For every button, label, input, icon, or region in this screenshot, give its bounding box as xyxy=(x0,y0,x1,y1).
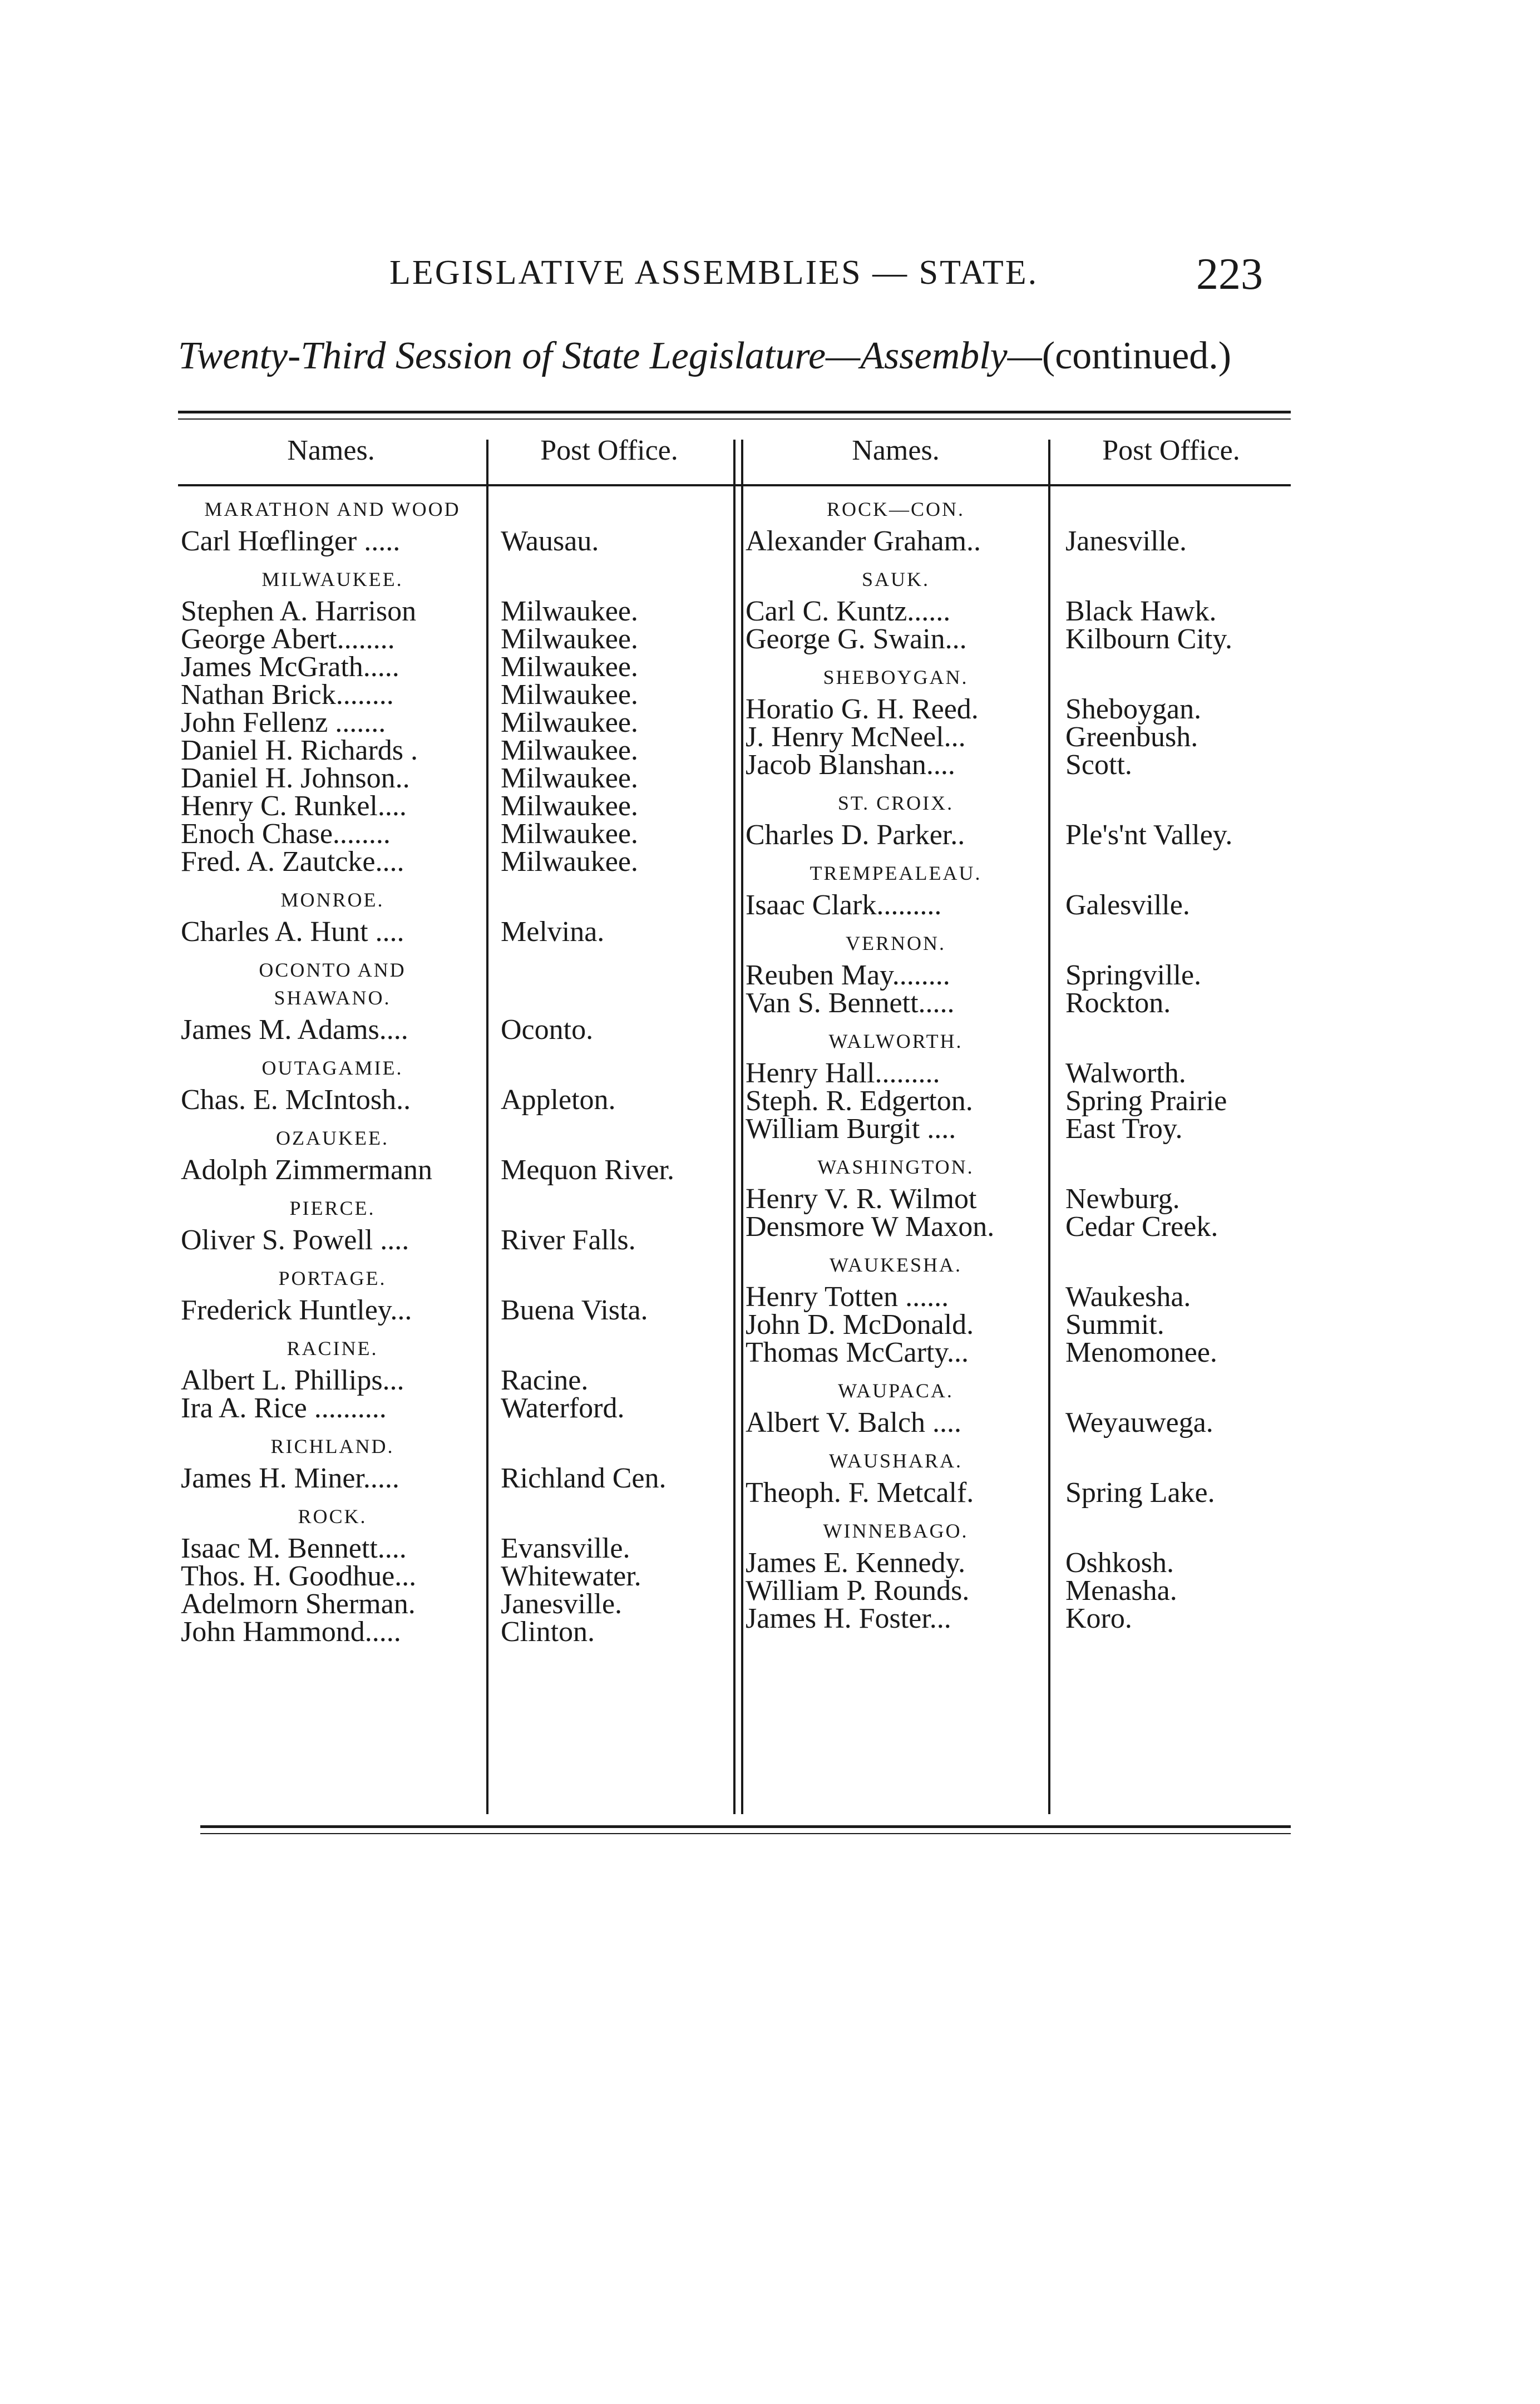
spacer xyxy=(1065,1517,1291,1545)
spacer xyxy=(501,1432,729,1460)
county-heading: RICHLAND. xyxy=(270,1435,394,1457)
spacer xyxy=(1065,859,1291,887)
county-heading: WALWORTH. xyxy=(828,1030,963,1052)
page-number: 223 xyxy=(1196,250,1263,299)
member-name: Alexander Graham.. xyxy=(746,525,981,557)
member-post-office: Richland Cen. xyxy=(501,1462,667,1494)
column-divider xyxy=(1048,440,1050,1814)
member-name: Densmore W Maxon. xyxy=(746,1211,995,1243)
member-name: Oliver S. Powell .... xyxy=(181,1224,409,1256)
county-heading: OUTAGAMIE. xyxy=(261,1057,403,1079)
member-name: Nathan Brick........ xyxy=(181,679,394,711)
county-heading: OCONTO AND xyxy=(259,959,406,981)
left-post-office-column xyxy=(501,495,729,1646)
member-name: Adelmorn Sherman. xyxy=(181,1588,416,1620)
member-name: James H. Miner..... xyxy=(181,1462,399,1494)
spacer xyxy=(1065,789,1291,817)
member-name: Steph. R. Edgerton. xyxy=(746,1085,973,1117)
member-name: Fred. A. Zautcke.... xyxy=(181,846,404,878)
spacer xyxy=(501,956,729,984)
member-name: Theoph. F. Metcalf. xyxy=(746,1477,974,1509)
spacer xyxy=(501,1194,729,1222)
member-name: Van S. Bennett..... xyxy=(746,987,955,1019)
county-heading: MILWAUKEE. xyxy=(261,568,403,590)
county-heading: ROCK. xyxy=(298,1505,367,1528)
caption-italic: Twenty-Third Session of State Legislature—Assembly— xyxy=(178,334,1042,377)
post-office-header-left: Post Office. xyxy=(540,435,678,466)
spacer xyxy=(1065,1377,1291,1405)
member-post-office: Mequon River. xyxy=(501,1154,674,1186)
spacer xyxy=(1065,1027,1291,1055)
right-names-column xyxy=(746,495,1046,1633)
member-name: Thomas McCarty... xyxy=(746,1337,969,1368)
county-heading: SHEBOYGAN. xyxy=(823,666,969,688)
member-name: Daniel H. Johnson.. xyxy=(181,762,410,794)
spacer xyxy=(1065,663,1291,691)
county-heading: MONROE. xyxy=(280,889,384,911)
county-heading: WAUKESHA. xyxy=(830,1254,962,1276)
spacer xyxy=(1065,495,1291,523)
member-name: Horatio G. H. Reed. xyxy=(746,693,979,725)
county-heading: WAUPACA. xyxy=(838,1380,954,1402)
member-post-office: Weyauwega. xyxy=(1065,1407,1213,1439)
member-name: Charles A. Hunt .... xyxy=(181,916,404,948)
member-name: Reuben May........ xyxy=(746,959,950,991)
member-post-office: Milwaukee. xyxy=(501,735,638,766)
spacer xyxy=(501,1124,729,1152)
member-post-office: Milwaukee. xyxy=(501,818,638,850)
member-post-office: Menasha. xyxy=(1065,1575,1177,1607)
member-post-office: Waterford. xyxy=(501,1392,625,1424)
member-post-office: Scott. xyxy=(1065,749,1132,781)
member-name: Jacob Blanshan.... xyxy=(746,749,955,781)
member-post-office: Milwaukee. xyxy=(501,790,638,822)
top-rule-thin xyxy=(178,418,1291,420)
member-name: Charles D. Parker.. xyxy=(746,819,965,851)
column-divider xyxy=(741,440,743,1814)
member-post-office: Janesville. xyxy=(501,1588,623,1620)
member-post-office: Milwaukee. xyxy=(501,679,638,711)
spacer xyxy=(501,495,729,523)
member-name: George G. Swain... xyxy=(746,623,967,655)
member-name: William P. Rounds. xyxy=(746,1575,970,1607)
member-name: James McGrath..... xyxy=(181,651,399,683)
member-name: Henry Totten ...... xyxy=(746,1281,949,1313)
member-post-office: Milwaukee. xyxy=(501,651,638,683)
member-name: James M. Adams.... xyxy=(181,1014,408,1046)
member-name: John Hammond..... xyxy=(181,1616,401,1648)
member-post-office: Kilbourn City. xyxy=(1065,623,1232,655)
member-name: Chas. E. McIntosh.. xyxy=(181,1084,411,1116)
member-name: Henry Hall......... xyxy=(746,1057,940,1089)
member-post-office: Greenbush. xyxy=(1065,721,1198,753)
member-name: William Burgit .... xyxy=(746,1113,956,1145)
county-heading: WASHINGTON. xyxy=(817,1156,974,1178)
member-post-office: Springville. xyxy=(1065,959,1202,991)
member-post-office: Summit. xyxy=(1065,1309,1164,1341)
member-post-office: Clinton. xyxy=(501,1616,595,1648)
county-heading: PORTAGE. xyxy=(278,1267,387,1289)
spacer xyxy=(501,1264,729,1292)
caption-continued: (continued.) xyxy=(1042,334,1232,377)
member-post-office: Ple's'nt Valley. xyxy=(1065,819,1233,851)
member-post-office: River Falls. xyxy=(501,1224,636,1256)
running-title: LEGISLATIVE ASSEMBLIES — STATE. xyxy=(389,254,1039,292)
member-post-office: Oconto. xyxy=(501,1014,594,1046)
spacer xyxy=(1065,1153,1291,1181)
spacer xyxy=(1065,565,1291,593)
member-name: James E. Kennedy. xyxy=(746,1547,966,1579)
names-header-right: Names. xyxy=(852,435,940,466)
member-name: George Abert........ xyxy=(181,623,395,655)
member-name: Isaac M. Bennett.... xyxy=(181,1533,407,1564)
bottom-rule xyxy=(200,1825,1291,1828)
column-divider xyxy=(486,440,488,1814)
member-post-office: East Troy. xyxy=(1065,1113,1183,1145)
column-divider xyxy=(733,440,736,1814)
county-heading: RACINE. xyxy=(287,1337,378,1359)
member-post-office: Milwaukee. xyxy=(501,595,638,627)
member-post-office: Milwaukee. xyxy=(501,762,638,794)
spacer xyxy=(501,565,729,593)
county-heading: SHAWANO. xyxy=(274,987,391,1009)
post-office-header-right: Post Office. xyxy=(1102,435,1240,466)
member-name: John D. McDonald. xyxy=(746,1309,974,1341)
member-name: Carl Hœflinger ..... xyxy=(181,525,401,557)
spacer xyxy=(501,984,729,1012)
member-name: J. Henry McNeel... xyxy=(746,721,966,753)
member-post-office: Buena Vista. xyxy=(501,1294,648,1326)
member-post-office: Racine. xyxy=(501,1364,589,1396)
member-name: Carl C. Kuntz...... xyxy=(746,595,951,627)
spacer xyxy=(1065,929,1291,957)
member-post-office: Milwaukee. xyxy=(501,846,638,878)
member-post-office: Black Hawk. xyxy=(1065,595,1217,627)
member-name: James H. Foster... xyxy=(746,1603,951,1634)
spacer xyxy=(501,1502,729,1530)
member-post-office: Koro. xyxy=(1065,1603,1132,1634)
county-heading: WAUSHARA. xyxy=(828,1450,962,1472)
member-post-office: Menomonee. xyxy=(1065,1337,1217,1368)
spacer xyxy=(501,886,729,914)
member-post-office: Sheboygan. xyxy=(1065,693,1202,725)
county-heading: TREMPEALEAU. xyxy=(810,862,982,884)
right-post-office-column xyxy=(1065,495,1291,1633)
spacer xyxy=(1065,1251,1291,1279)
top-rule xyxy=(178,411,1291,413)
member-post-office: Melvina. xyxy=(501,916,605,948)
member-post-office: Spring Prairie xyxy=(1065,1085,1227,1117)
member-name: Stephen A. Harrison xyxy=(181,595,417,627)
member-name: Ira A. Rice .......... xyxy=(181,1392,387,1424)
member-post-office: Milwaukee. xyxy=(501,623,638,655)
member-post-office: Janesville. xyxy=(1065,525,1187,557)
county-heading: SAUK. xyxy=(861,568,930,590)
member-name: Albert V. Balch .... xyxy=(746,1407,962,1439)
member-post-office: Appleton. xyxy=(501,1084,616,1116)
table-caption xyxy=(178,334,1346,378)
bottom-rule-thin xyxy=(200,1833,1291,1834)
member-name: Daniel H. Richards . xyxy=(181,735,418,766)
member-post-office: Whitewater. xyxy=(501,1560,641,1592)
member-post-office: Newburg. xyxy=(1065,1183,1180,1215)
spacer xyxy=(1065,1447,1291,1475)
member-name: John Fellenz ....... xyxy=(181,707,386,738)
county-heading: WINNEBAGO. xyxy=(823,1520,969,1542)
member-name: Thos. H. Goodhue... xyxy=(181,1560,417,1592)
member-post-office: Galesville. xyxy=(1065,889,1190,921)
member-post-office: Oshkosh. xyxy=(1065,1547,1174,1579)
names-header-left: Names. xyxy=(287,435,375,466)
member-post-office: Milwaukee. xyxy=(501,707,638,738)
spacer xyxy=(501,1054,729,1082)
member-post-office: Rockton. xyxy=(1065,987,1171,1019)
member-post-office: Walworth. xyxy=(1065,1057,1186,1089)
member-name: Henry V. R. Wilmot xyxy=(746,1183,977,1215)
county-heading: VERNON. xyxy=(846,932,946,954)
county-heading: PIERCE. xyxy=(289,1197,376,1219)
member-name: Adolph Zimmermann xyxy=(181,1154,433,1186)
county-heading: ST. CROIX. xyxy=(837,792,954,814)
member-post-office: Spring Lake. xyxy=(1065,1477,1215,1509)
member-post-office: Waukesha. xyxy=(1065,1281,1191,1313)
member-name: Frederick Huntley... xyxy=(181,1294,412,1326)
member-name: Enoch Chase........ xyxy=(181,818,391,850)
member-post-office: Wausau. xyxy=(501,525,599,557)
member-name: Henry C. Runkel.... xyxy=(181,790,407,822)
county-heading: MARATHON AND WOOD xyxy=(204,498,461,520)
member-name: Isaac Clark......... xyxy=(746,889,942,921)
member-post-office: Cedar Creek. xyxy=(1065,1211,1218,1243)
member-post-office: Evansville. xyxy=(501,1533,630,1564)
county-heading: ROCK—CON. xyxy=(826,498,965,520)
spacer xyxy=(501,1334,729,1362)
left-names-column xyxy=(181,495,484,1646)
county-heading: OZAUKEE. xyxy=(276,1127,389,1149)
member-name: Albert L. Phillips... xyxy=(181,1364,404,1396)
